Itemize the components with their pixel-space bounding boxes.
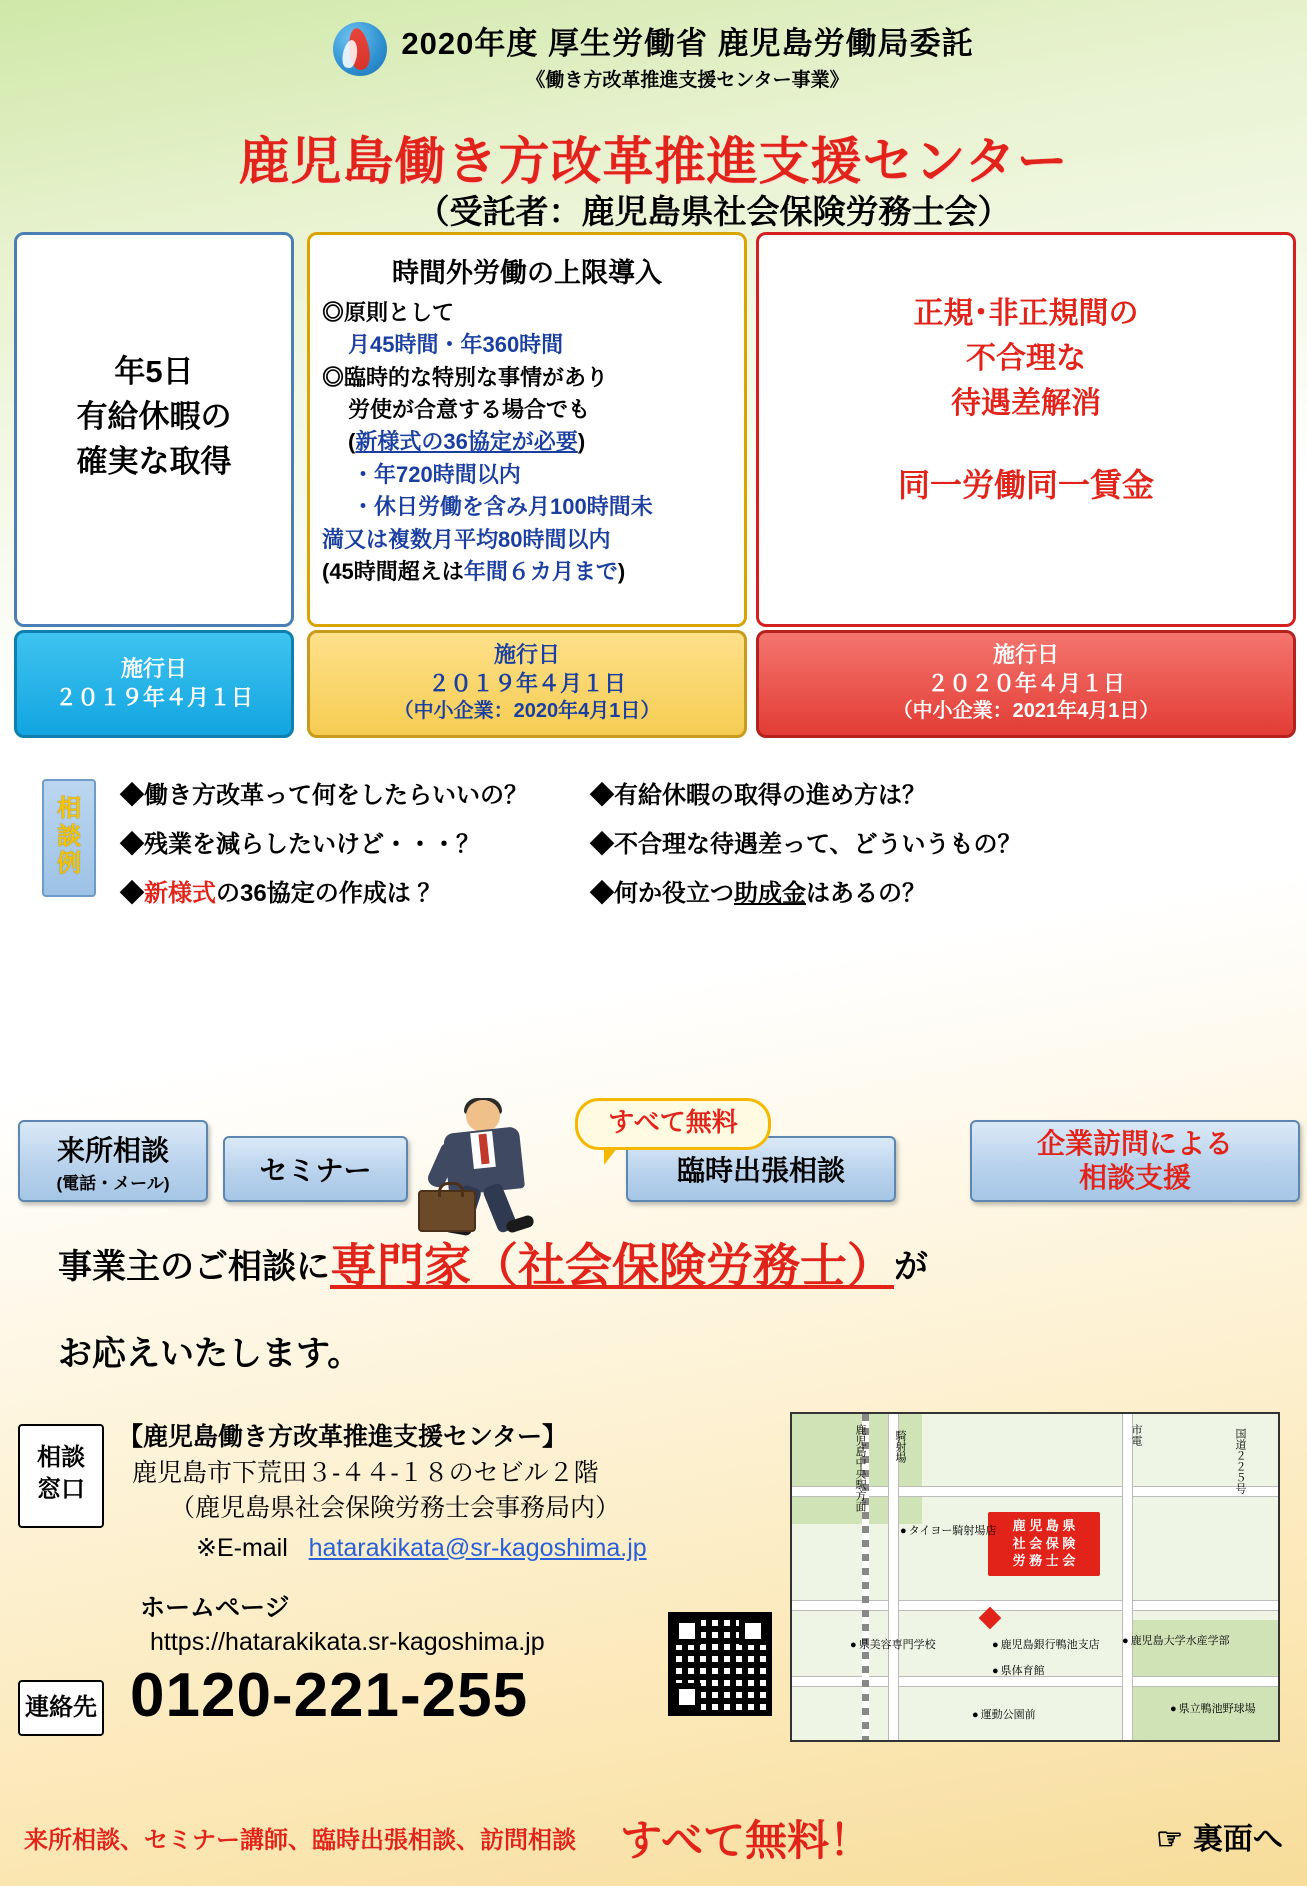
plate-overtime-date — [307, 630, 747, 738]
card-paid-leave-line3: 確実な取得 — [76, 443, 232, 479]
card-overtime-l7: ・休日労働を含み月100時間未 — [352, 494, 653, 520]
map-vlabel-4: 国道２２５号 — [1234, 1428, 1246, 1494]
card-paid-leave — [14, 232, 294, 627]
plate-right-label: 施行日 — [992, 642, 1059, 667]
statement-emphasis: 専門家（社会保険労務士） — [330, 1239, 894, 1292]
service-company-visit-line1: 企業訪問による — [1036, 1127, 1233, 1159]
page-subtitle: （受託者：鹿児島県社会保険労務士会） — [416, 193, 1011, 230]
service-temporary-onsite-label: 臨時出張相談 — [676, 1155, 845, 1186]
service-visit-sublabel: (電話・メール) — [56, 1173, 170, 1193]
card-equal-pay-l2: 不合理な — [966, 342, 1086, 375]
qr-code-icon[interactable] — [668, 1612, 772, 1716]
phone-badge: 連絡先 — [18, 1680, 104, 1736]
card-overtime-l5-text: 新様式の36協定が必要 — [355, 429, 578, 455]
card-paid-leave-line2: 有給休暇の — [76, 398, 232, 434]
card-equal-pay — [756, 232, 1296, 627]
badge-char-2: 談 — [57, 822, 81, 850]
badge-char-3: 例 — [57, 850, 81, 878]
example-item-1: ◆働き方改革って何をしたらいいの？ — [120, 782, 528, 809]
statement-prefix: 事業主のご相談に — [58, 1248, 330, 1286]
card-overtime-title: 時間外労働の上限導入 — [392, 258, 662, 288]
header-project-line: 《働き方改革推進支援センター事業》 — [526, 70, 849, 91]
card-overtime-l5-close: ) — [577, 429, 586, 455]
back-side-note — [1156, 1814, 1283, 1858]
service-company-visit-line2: 相談支援 — [1078, 1162, 1191, 1193]
map-vlabel-2: 騎射場 — [894, 1430, 906, 1463]
example-item-5-prefix: ◆ — [120, 880, 144, 907]
example-item-4: ◆不合理な待遇差って、どういうもの？ — [590, 831, 1022, 858]
map-marker-5: ● 県体育館 — [992, 1662, 1045, 1678]
card-equal-pay-l4: 同一労働同一賃金 — [897, 467, 1154, 503]
example-item-6-prefix: ◆何か役立つ — [590, 880, 734, 907]
contact-email-link[interactable]: hatarakikata@sr-kagoshima.jp — [308, 1533, 647, 1562]
card-overtime-l9b: 年間６カ月まで — [463, 558, 618, 584]
contact-address: 鹿児島市下荒田３-４４-１８のセビル２階 — [132, 1458, 599, 1487]
service-visit-consultation[interactable] — [18, 1120, 208, 1202]
card-overtime-l6: ・年720時間以内 — [352, 461, 521, 487]
service-seminar-label: セミナー — [259, 1155, 372, 1186]
contact-window-badge — [18, 1424, 104, 1528]
contact-address2: （鹿児島県社会保険労務士会事務局内） — [170, 1494, 621, 1522]
statement-suffix: が — [894, 1248, 928, 1286]
poster-header — [0, 18, 1307, 92]
map-marker-4: ● 鹿児島大学水産学部 — [1122, 1632, 1230, 1648]
card-overtime-l3: ◎臨時的な特別な事情があり — [322, 364, 609, 390]
expert-statement — [58, 1240, 1277, 1373]
header-commission-line: 2020年度 厚生労働省 鹿児島労働局委託 — [401, 26, 974, 61]
badge-char-1: 相 — [57, 795, 81, 822]
map-office-badge — [988, 1512, 1100, 1576]
map-badge-line1: 鹿 児 島 県 — [1012, 1518, 1076, 1533]
plate-mid-sme: （中小企業：2020年4月1日） — [393, 700, 661, 723]
example-item-2: ◆有給休暇の取得の進め方は？ — [590, 782, 926, 809]
pointing-hand-icon: ☞ — [1156, 1823, 1183, 1856]
example-item-6-highlight: 助成金 — [734, 880, 806, 907]
contact-email-label: ※E-mail — [196, 1533, 288, 1562]
bottom-services-text: 来所相談、セミナー講師、臨時出張相談、訪問相談 — [24, 1827, 576, 1854]
free-of-charge-bubble: すべて無料 — [575, 1098, 771, 1150]
example-item-5-rest: の36協定の作成は ？ — [216, 880, 442, 907]
card-overtime-l5-open: ( — [348, 429, 356, 455]
card-overtime-l2: 月45時間・年360時間 — [348, 332, 564, 358]
plate-mid-label: 施行日 — [493, 642, 560, 667]
service-visit-label: 来所相談 — [56, 1134, 169, 1166]
map-marker-2: ● 県美容専門学校 — [850, 1636, 936, 1652]
contact-badge-line2: 窓口 — [37, 1476, 85, 1504]
office-location-map — [790, 1412, 1280, 1742]
card-equal-pay-l3: 待遇差解消 — [951, 387, 1101, 420]
consultation-examples — [42, 775, 1283, 905]
plate-paid-leave-date — [14, 630, 294, 738]
card-paid-leave-line1: 年5日 — [114, 354, 194, 389]
example-item-5-highlight: 新様式 — [144, 880, 216, 907]
plate-right-sme: （中小企業：2021年4月1日） — [892, 700, 1160, 723]
map-vlabel-3: 市電 — [1130, 1424, 1142, 1446]
plate-equal-pay-date — [756, 630, 1296, 738]
service-seminar[interactable] — [223, 1136, 408, 1202]
example-item-6-rest: はあるの？ — [806, 880, 926, 907]
bottom-strip — [24, 1812, 1291, 1864]
back-side-label: 裏面へ — [1193, 1823, 1283, 1856]
statement-line2: お応えいたします。 — [58, 1334, 362, 1373]
plate-left-date: ２０１９年４月１日 — [54, 684, 253, 710]
example-item-3: ◆残業を減らしたいけど・・・？ — [120, 831, 480, 858]
contact-badge-line1: 相談 — [37, 1444, 85, 1471]
map-marker-1: ● タイヨー騎射場店 — [900, 1522, 996, 1538]
card-overtime-cap — [307, 232, 747, 627]
map-badge-line2: 社 会 保 険 — [1012, 1535, 1076, 1551]
map-marker-6: ● 運動公園前 — [972, 1706, 1036, 1722]
map-vlabel-1: 鹿児島中央駅方面 — [854, 1424, 866, 1512]
map-marker-7: ● 県立鴨池野球場 — [1170, 1700, 1256, 1716]
plate-left-label: 施行日 — [120, 656, 187, 681]
service-company-visit[interactable] — [970, 1120, 1300, 1202]
map-marker-3: ● 鹿児島銀行鴨池支店 — [992, 1636, 1100, 1652]
bottom-free-text: すべて無料！ — [620, 1817, 872, 1864]
homepage-url[interactable]: https://hatarakikata.sr-kagoshima.jp — [150, 1628, 545, 1656]
card-overtime-l8: 満又は複数月平均80時間以内 — [322, 526, 611, 552]
plate-mid-date: ２０１９年４月１日 — [427, 670, 626, 696]
contact-details — [118, 1420, 758, 1566]
contact-center-name: 【鹿児島働き方改革推進支援センター】 — [118, 1423, 568, 1451]
card-overtime-l9c: ) — [617, 558, 626, 584]
card-overtime-l9a: (45時間超えは — [322, 558, 464, 584]
map-badge-line3: 労 務 士 会 — [1012, 1553, 1076, 1569]
plate-right-date: ２０２０年４月１日 — [926, 670, 1125, 696]
ministry-emblem-icon — [333, 22, 387, 76]
page-title: 鹿児島働き方改革推進支援センター — [238, 133, 1069, 190]
running-businessman-icon — [404, 1098, 584, 1238]
phone-number: 0120-221-255 — [130, 1661, 529, 1730]
card-equal-pay-l1: 正規･非正規間の — [913, 297, 1139, 330]
topic-cards — [14, 232, 1293, 760]
consultation-examples-badge — [42, 779, 96, 897]
homepage-label: ホームページ — [140, 1594, 290, 1622]
card-overtime-l4: 労使が合意する場合でも — [348, 397, 591, 423]
card-overtime-l1: ◎原則として — [322, 300, 455, 325]
